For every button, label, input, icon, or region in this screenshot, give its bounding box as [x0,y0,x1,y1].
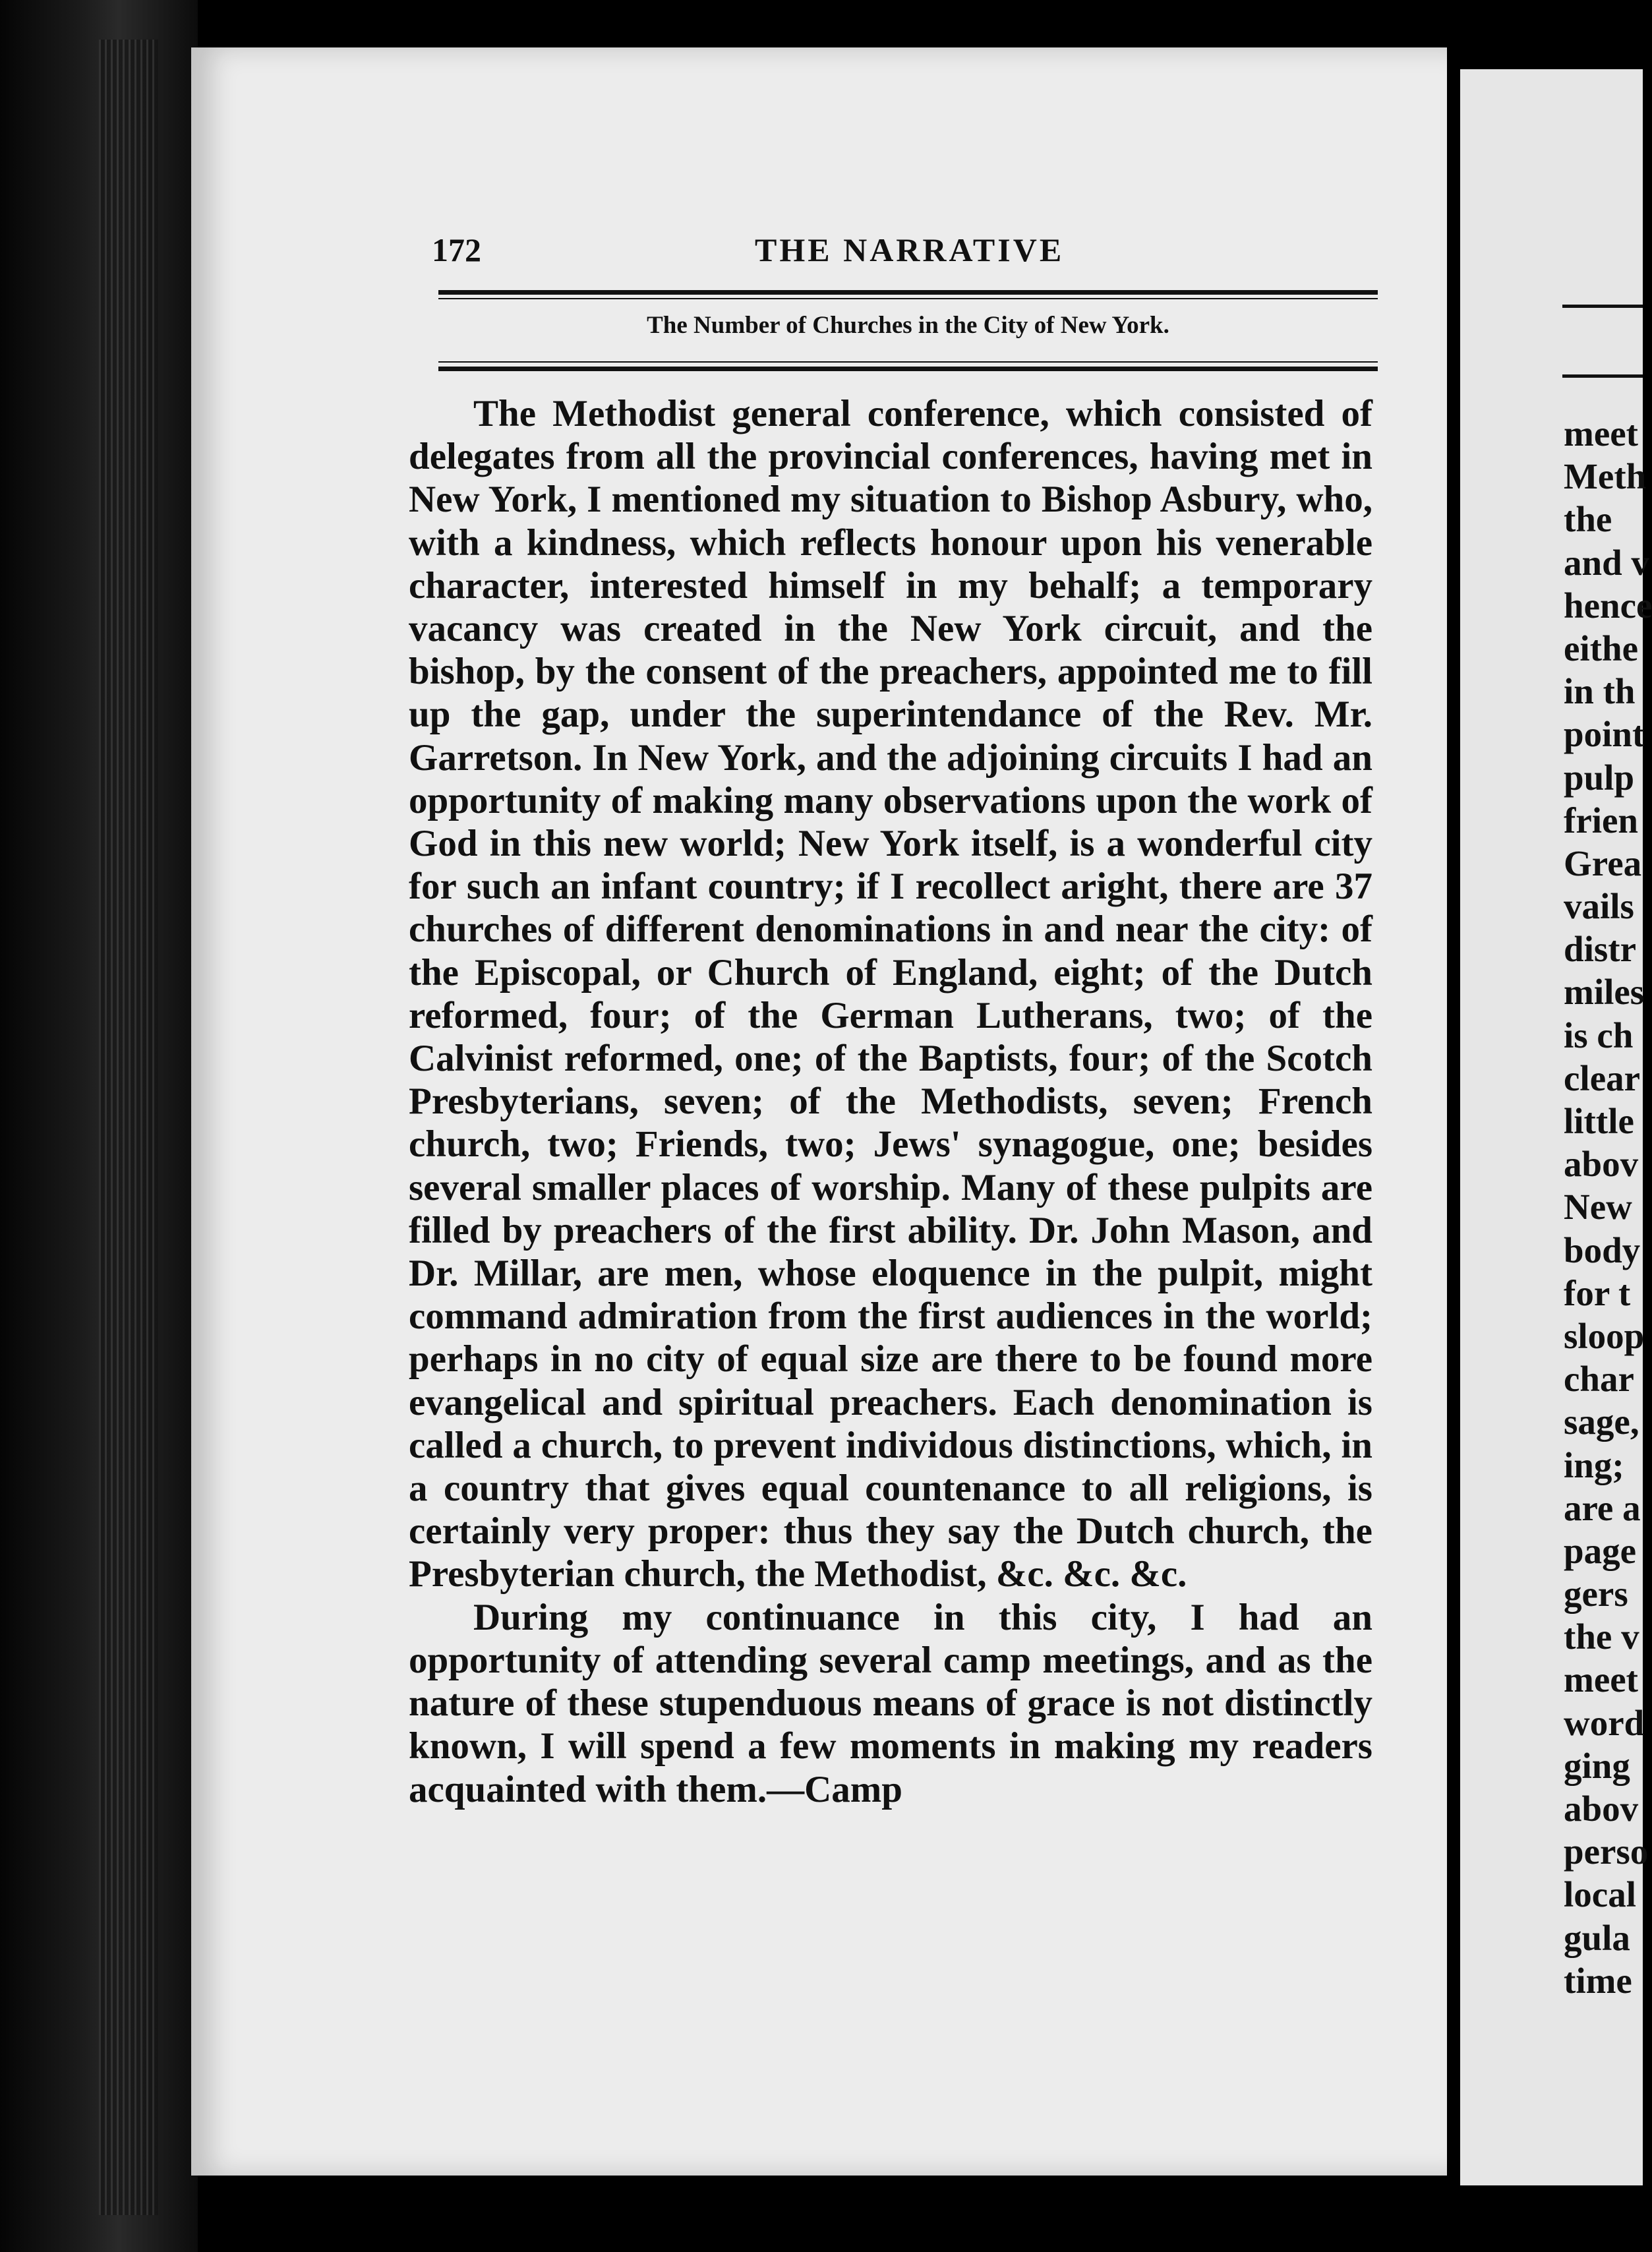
facing-line: char [1564,1359,1634,1400]
facing-line: meet [1564,413,1638,454]
facing-line: local [1564,1874,1636,1915]
facing-line: body [1564,1230,1641,1270]
facing-rule-top [1562,305,1643,308]
facing-line: little [1564,1101,1634,1141]
facing-line: and v [1564,542,1649,583]
running-head: THE NARRATIVE [755,231,1065,268]
facing-line: hence [1564,585,1652,626]
section-subhead: The Number of Churches in the City of New York. [647,312,1169,339]
facing-line: is ch [1564,1015,1634,1055]
facing-line: point [1564,714,1645,755]
facing-line: abov [1564,1144,1639,1185]
facing-line: gula [1564,1917,1630,1958]
header-rule-bottom-thin [438,361,1378,363]
facing-line: Meth [1564,456,1647,497]
facing-line: time [1564,1960,1632,2001]
facing-line: pulp [1564,757,1635,798]
paragraph: The Methodist general conference, which consisted of delegates from all the provincial conferences, having met in New York, I mentioned my situation to Bishop Asbury, who, with a kindness, which reflects honour upon his venerable character, interested himself in my behalf; a temporary vacancy was created in the New York circuit, and the bishop, by the consent of the preachers, appointed me to fill up the gap, under the superintendance of the Rev. Mr. Garretson. In New York, and the adjoining circuits I had an opportunity of making many observations upon the work of God in this new world; New York itself, is a wonderful city for such an infant country; if I recollect aright, there are 37 churches of different denominations in and near the city: of the Episcopal, or Church of England, eight; of the Dutch reformed, four; of the German Lutherans, two; of the Calvinist reformed, one; of the Baptists, four; of the Scotch Presbyterians, seven; of the Methodists, seven; French church, two; Friends, two; Jews' synagogue, one; besides several smaller places of worship. Many of these pulpits are filled by preachers of the first ability. Dr. John Mason, and Dr. Millar, are men, whose eloquence in the pulpit, might command admiration from the first audiences in the world; perhaps in no city of equal size are there to be found more evangelical and spiritual preachers. Each denomination is called a church, to prevent individous distinctions, which, in a country that gives equal countenance to all religions, is certainly very proper: thus they say the Dutch church, the Presbyterian church, the Methodist, &c. &c. &c. [409,393,1372,1595]
facing-line: abov [1564,1789,1639,1829]
facing-line: meet [1564,1659,1638,1700]
page-number: 172 [432,231,481,268]
facing-line: the [1564,499,1612,540]
facing-line: are a [1564,1487,1641,1528]
spine-texture [99,40,158,2215]
facing-line: ging [1564,1745,1630,1786]
body-text [409,392,1372,1811]
facing-line: New [1564,1187,1632,1228]
header-rule-top-thick [438,290,1378,295]
facing-rule-bottom [1562,374,1643,378]
facing-line: in th [1564,671,1636,712]
paragraph: During my continuance in this city, I had an opportunity of attending several camp meetings, and as the nature of these stupenduous means of grace is not distinctly known, I will spend a few moments in making my readers acquainted with them.—Camp [409,1596,1372,1810]
facing-line: sage, [1564,1402,1639,1442]
facing-line: eithe [1564,628,1639,668]
facing-page-text [1564,412,1652,2002]
header-rule-top-thin [438,298,1378,299]
header-rule-bottom-thick [438,367,1378,371]
facing-line: distr [1564,929,1636,970]
facing-line: the v [1564,1616,1639,1657]
facing-line: sloop [1564,1315,1645,1356]
facing-line: ing; [1564,1444,1624,1485]
facing-line: for t [1564,1272,1631,1313]
facing-line: gers [1564,1574,1628,1615]
facing-line: page [1564,1530,1636,1571]
facing-line: word [1564,1702,1645,1743]
facing-line: clear [1564,1057,1641,1098]
facing-line: frien [1564,800,1639,841]
facing-line: Grea [1564,843,1642,883]
facing-line: vails [1564,886,1634,927]
facing-line: miles [1564,972,1645,1013]
facing-line: perso [1564,1831,1649,1872]
page-header [432,231,1381,283]
